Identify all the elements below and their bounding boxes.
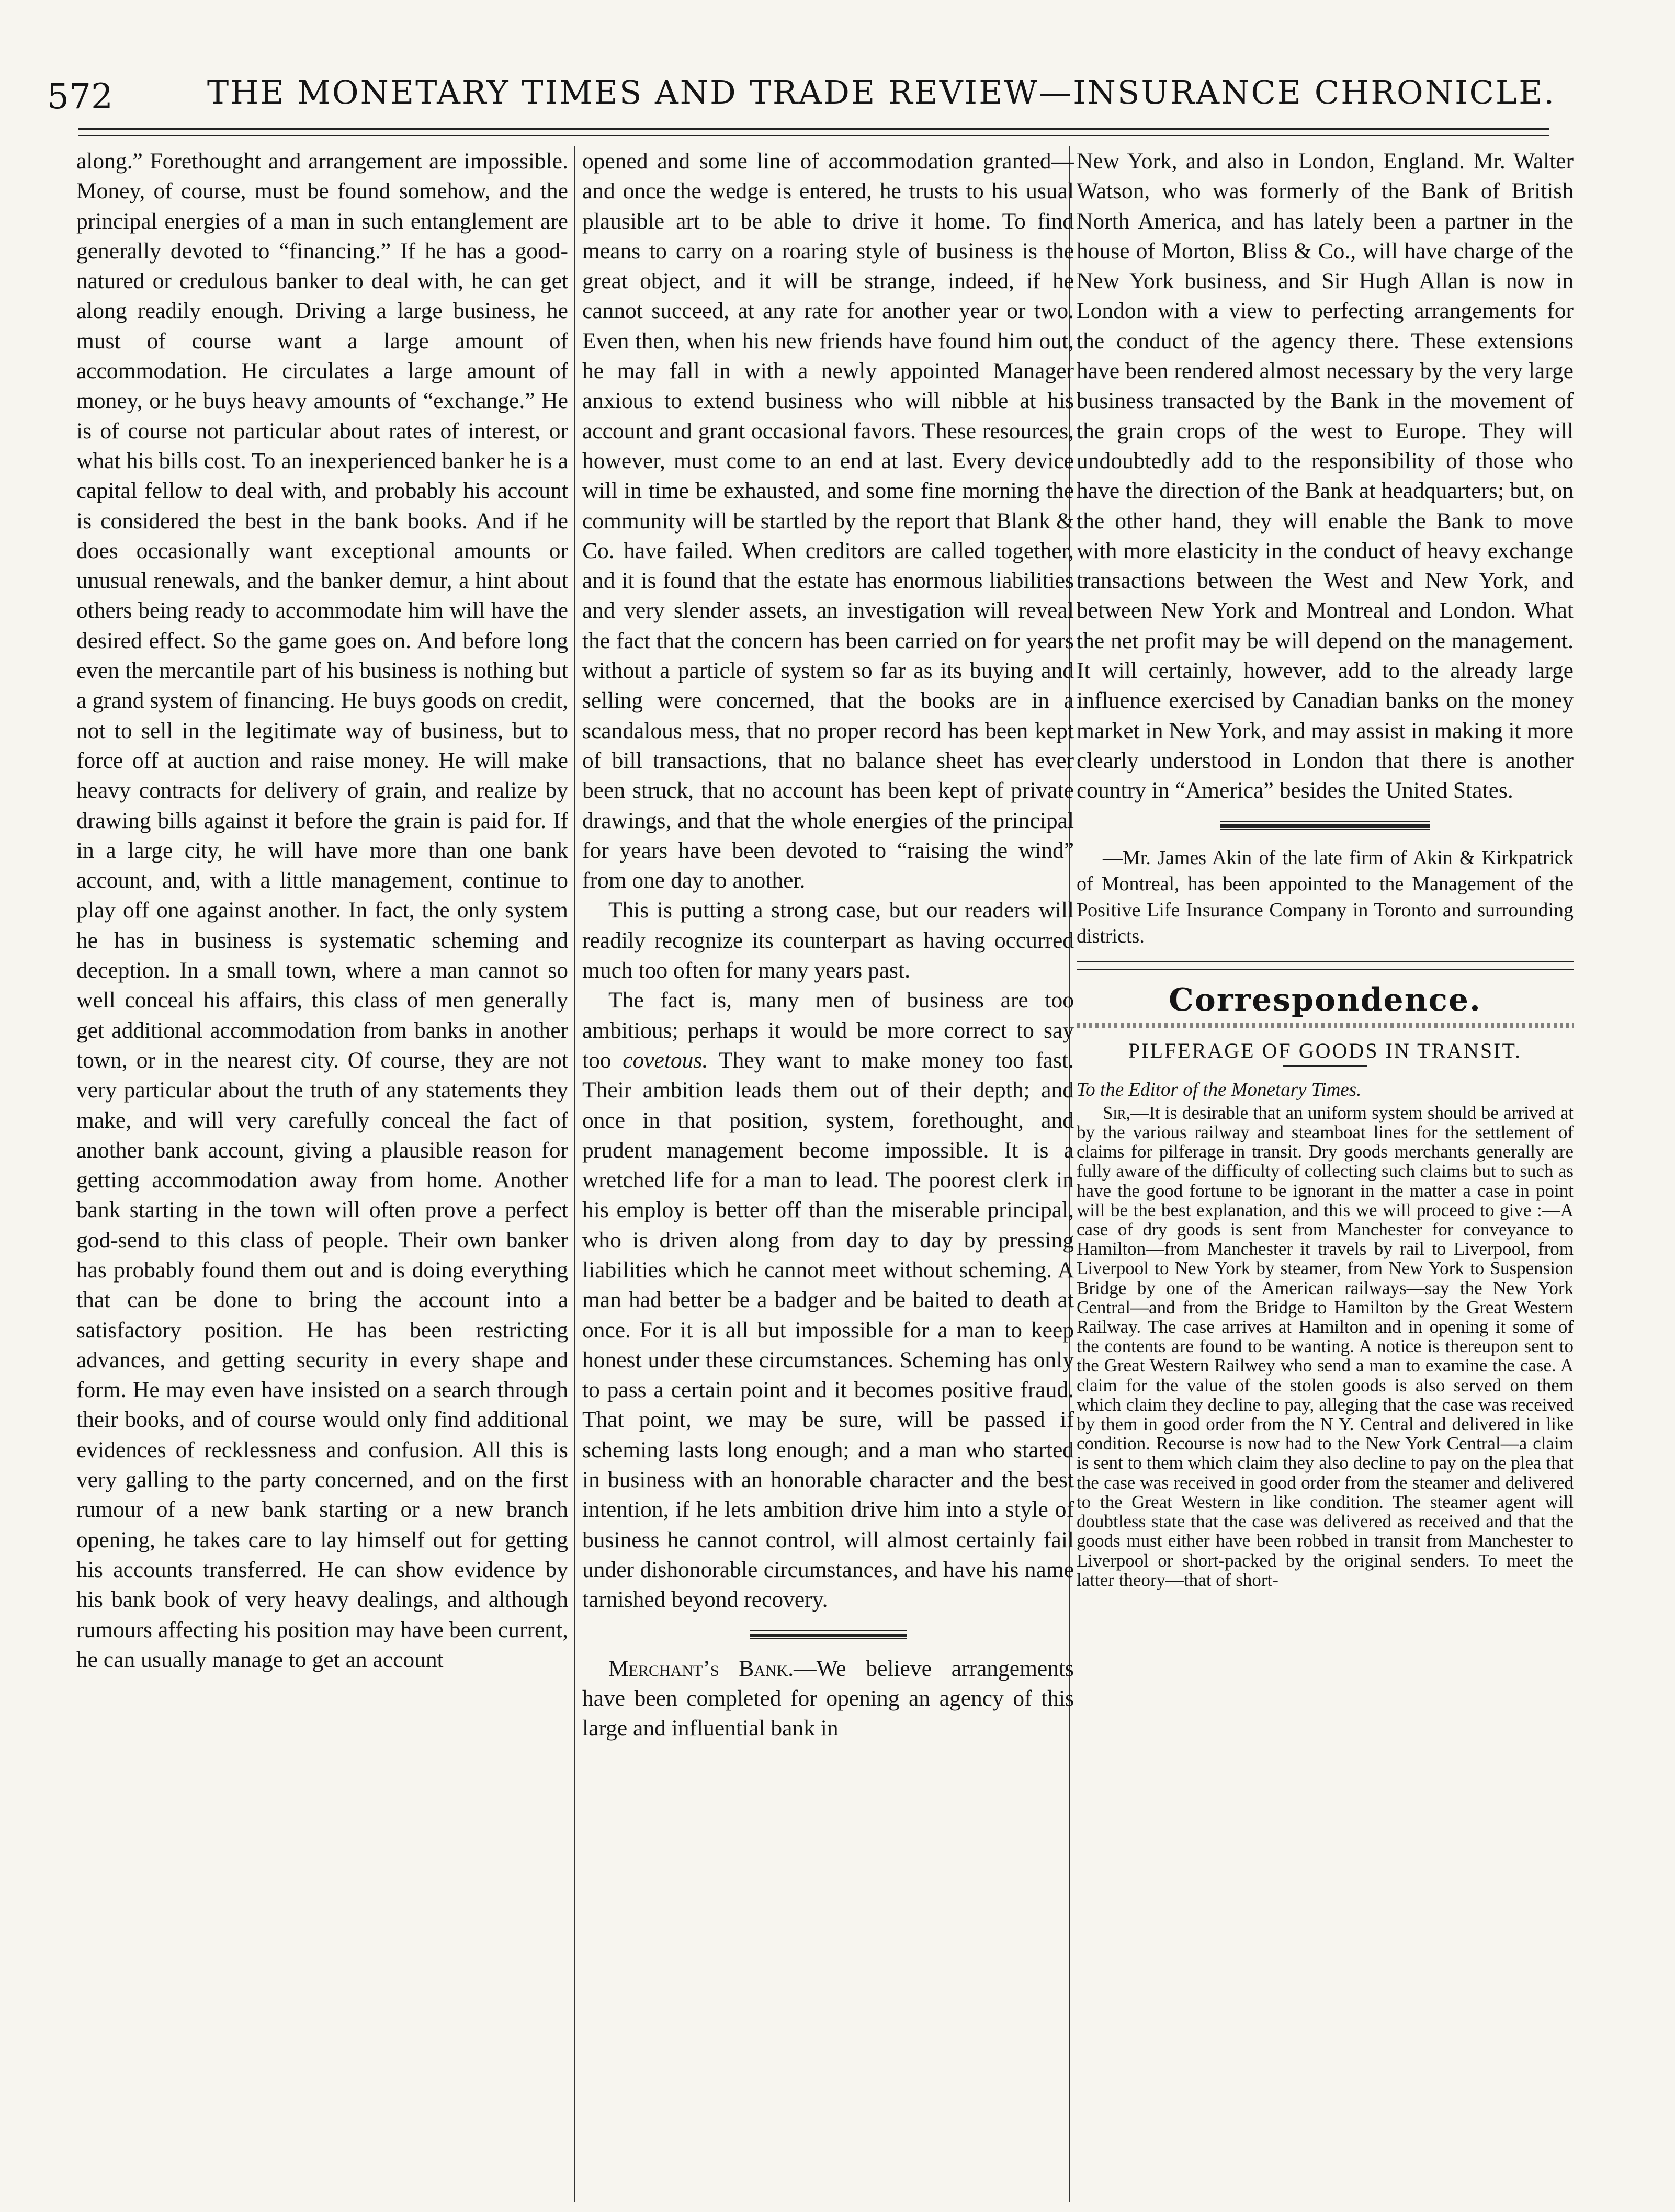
article-paragraph: along.” Forethought and arrangement are impossible. Money, of course, must be found somehow, and the principal energies of a man in such entanglement are generally devoted to “financing.” If he has a good-natured or credulous banker to deal with, he can get along readily enough. Driving a large business, he must of course want a large amount of accommodation. He circulates a large amount of money, or he buys heavy amounts of “exchange.” He is of course not particular about rates of interest, or what his bills cost. To an inexperienced banker he is a capital fellow to deal with, and probably his account is considered the best in the bank books. And if he does occasionally want exceptional amounts or unusual renewals, and the banker demur, a hint about others being ready to accommodate him will have the desired effect. So the game goes on. And before long even the mercantile part of his business is nothing but a grand system of financing. He buys goods on credit, not to sell in the legitimate way of business, but to force off at auction and raise money. He will make heavy contracts for delivery of grain, and realize by drawing bills against it before the grain is paid for. If in a large city, he will have more than one bank account, and, with a little management, continue to play off one against another. In fact, the only system he has in business is systematic scheming and deception. In a small town, where a man cannot so well conceal his affairs, this class of men generally get additional accommodation from banks in another town, or in the nearest city. Of course, they are not very particular about the truth of any statements they make, and will very carefully conceal the fact of another bank account, giving a plausible reason for getting accommodation away from home. Another bank starting in the town will often prove a perfect god-send to this class of people. Their own banker has probably found them out and is doing everything that can be done to bring the account into a satisfactory position. He has been restricting advances, and getting security in every shape and form. He may even have insisted on a search through their books, and of course would only find additional evidences of recklessness and confusion. All this is very galling to the party concerned, and on the first rumour of a new bank starting or a new branch opening, he takes care to lay himself out for getting his accounts transferred. He can show evidence by his bank book of very heavy dealings, and although rumours affecting his position may have been current, he can usually manage to get an account <box>76 149 568 1672</box>
letter-body <box>1077 1103 1574 1590</box>
section-title: Correspondence. <box>1169 981 1481 1018</box>
page-header <box>47 73 1627 120</box>
article-paragraph: New York, and also in London, England. Mr. Walter Watson, who was formerly of the Bank of British North America, and has lately been a partner in the house of Morton, Bliss & Co., will have charge of the New York business, and Sir Hugh Allan is now in London with a view to perfecting arrangements for the conduct of the agency there. These extensions have been rendered almost necessary by the very large business transacted by the Bank in the movement of the grain crops of the west to Europe. They will undoubtedly add to the responsibility of those who have the direction of the Bank at headquarters; but, on the other hand, they will enable the Bank to move with more elasticity in the conduct of heavy exchange transactions between the West and New York, and between New York and Montreal and London. What the net profit may be will depend on the management. It will certainly, however, add to the already large influence exercised by Canadian banks on the money market in New York, and may assist in making it more clearly understood in London that there is another country in “America” besides the United States. <box>1077 149 1574 803</box>
letter-opening: Sir, <box>1103 1102 1131 1123</box>
appointment-notice: —Mr. James Akin of the late firm of Akin & Kirkpatrick of Montreal, has been appointed to the Management of the Positive Life Insurance Company in Toronto and surrounding districts. <box>1077 846 1574 947</box>
page-number: 572 <box>47 76 113 117</box>
section-ornament <box>750 1629 907 1638</box>
article-paragraph: opened and some line of accommodation granted—and once the wedge is entered, he trusts to his usual plausible art to be able to drive it home. To find means to carry on a roaring style of business is the great object, and it will be strange, indeed, if he cannot succeed, at any rate for another year or two. Even then, when his new friends have found him out, he may fall in with a newly appointed Manager anxious to extend business who will nibble at his account and grant occasional favors. These resources, however, must come to an end at last. Every device will in time be exhausted, and some fine morning the community will be startled by the report that Blank & Co. have failed. When creditors are called together, and it is found that the estate has enormous liabilities and very slender assets, an investigation will reveal the fact that the concern has been carried on for years without a particle of system so far as its buying and selling were concerned, that the books are in a scandalous mess, that no proper record has been kept of bill transactions, that no balance sheet has ever been struck, that no account has been kept of private drawings, and that the whole energies of the principal for years have been devoted to “raising the wind” from one day to another. <box>582 149 1074 893</box>
section-ornament <box>1220 820 1430 829</box>
header-rule-top <box>78 128 1549 130</box>
letter-title: PILFERAGE OF GOODS IN TRANSIT. <box>1128 1038 1522 1062</box>
paragraph-text: —We believe arrangements have been completed for opening an agency of this large and influential bank in <box>582 1655 1074 1741</box>
paragraph-text: The fact is, many men of business are too ambitious; perhaps it would be more correct to say too <box>582 988 1074 1073</box>
title-rule <box>1283 1065 1367 1067</box>
section-rule <box>1077 961 1574 970</box>
paragraph-text: —It is desirable that an uniform system should be arrived at by the various railway and steamboat lines for the settlement of claims for pilferage in transit. Dry goods merchants generally are fully aware of the difficulty of collecting such claims but to such as have the good fortune to be ignorant in the matter a case in point will be the best explanation, and this we will proceed to give :—A case of dry goods is sent from Manchester for conveyance to Hamilton—from Manchester it travels by rail to Liverpool, from Liverpool to New York by steamer, from New York to Suspension Bridge by one of the American railways—say the New York Central—and from the Bridge to Hamilton by the Great Western Railway. The case arrives at Hamilton and in opening it some of the contents are found to be wanting. A notice is thereupon sent to the Great Western Railwey who send a man to examine the case. A claim for the value of the stolen goods is also served on them which claim they decline to pay, alleging that the case was received by them in good order from the N Y. Central and delivered in like condition. Recourse is now had to the New York Central—a claim is sent to them which claim they also decline to pay on the plea that the case was received in good order from the steamer and delivered to the Great Western in like condition. The steamer agent will doubtless state that the case was delivered as received and that the goods must either have been robbed in transit from Manchester to Liverpool or short-packed by the original senders. To meet the latter theory—that of short- <box>1077 1102 1574 1590</box>
running-head-title: THE MONETARY TIMES AND TRADE REVIEW—INSURANCE CHRONICLE. <box>207 73 1556 111</box>
column-divider <box>574 146 575 2202</box>
italic-word: covetous. <box>623 1047 708 1073</box>
column-1 <box>76 146 568 1675</box>
article-paragraph <box>582 985 1074 1615</box>
column-2 <box>582 146 1074 1743</box>
merchants-bank-paragraph <box>582 1654 1074 1744</box>
paragraph-text: They want to make money too fast. Their ambition leads them out of their depth; and once in that position, system, forethought, and prudent management become impossible. It is a wretched life for a man to lead. The poorest clerk in his employ is better off than the miserable principal, who is driven along from day to day by pressing liabilities which he cannot meet without scheming. A man had better be a badger and be baited to death at once. For it is all but impossible for a man to keep honest under these circumstances. Scheming has only to pass a certain point and it becomes positive fraud. That point, we may be sure, will be passed if scheming lasts long enough; and a man who started in business with an honorable character and the best intention, if he lets ambition drive him into a style of business he cannot control, will almost certainly fail under dishonorable circumstances, and have his name tarnished beyond recovery. <box>582 1047 1074 1613</box>
article-paragraph: This is putting a strong case, but our readers will readily recognize its counterpart as having occurred much too often for many years past. <box>582 898 1074 983</box>
header-rule-bottom <box>78 135 1549 136</box>
column-3 <box>1077 146 1574 1590</box>
letter-salutation: To the Editor of the Monetary Times. <box>1077 1079 1362 1101</box>
item-heading: Merchant’s Bank. <box>608 1655 794 1681</box>
wavy-rule <box>1077 1023 1574 1028</box>
